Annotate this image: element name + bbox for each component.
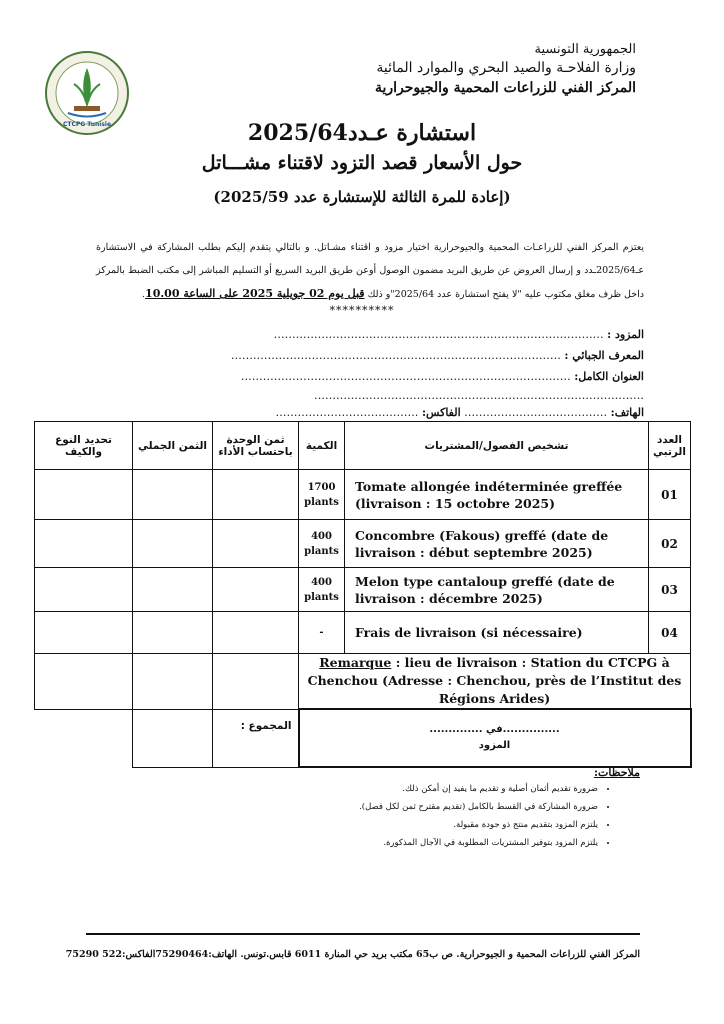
row-description: Tomate allongée indéterminée greffée (livraison : 15 octobre 2025) bbox=[345, 470, 649, 520]
svg-text:CTCPG Tunisie: CTCPG Tunisie bbox=[62, 121, 112, 128]
remark-text: : lieu de livraison : Station du CTCPG à Chenchou (Adresse : Chenchou, près de l’Institut des Régions Arides) bbox=[307, 655, 682, 706]
row-type-spec-cell[interactable] bbox=[35, 520, 133, 568]
ministry-line-1: الجمهورية التونسية bbox=[534, 42, 636, 57]
tax-id-label: المعرف الجبائي : bbox=[564, 349, 644, 362]
signature-label: المزود bbox=[478, 740, 511, 751]
remark-label: Remarque bbox=[319, 655, 392, 670]
table-row bbox=[35, 612, 691, 654]
address-field bbox=[180, 370, 644, 383]
row-quantity: 1700 plants bbox=[299, 470, 345, 520]
total-row bbox=[35, 709, 691, 767]
address-label: العنوان الكامل: bbox=[574, 370, 644, 383]
intro-paragraph: يعتزم المركز الفني للزراعـات المحمية والجيوحرارية اختيار مزود و اقتناء مشـاتل. و بالتالي يتقدم إليكم بطلب المشاركة في الاستشارة عـ2025/64ـدد و إرسال العروض عن طريق البريد مضمون الوصول أوعن طريق البريد السريع أو التسليم المباشر إلى مكتب الضبط بالمركز داخل ظرف مغلق مكتوب عليه "لا يفتح استشارة عدد 2025/64"و ذلك قبل يوم 02 جويلية 2025 على الساعة 10.00. bbox=[96, 242, 644, 300]
address-dots-2: ……………………………………………………………………………… bbox=[314, 389, 644, 402]
supplier-label: المزود : bbox=[607, 328, 644, 341]
header-order: العدد الرتبي bbox=[649, 422, 691, 470]
footer-divider bbox=[86, 933, 640, 935]
address-dots: ……………………………………………………………………………… bbox=[240, 370, 571, 383]
row-quantity: - bbox=[299, 612, 345, 654]
deadline-text: قبل يوم 02 جويلية 2025 على الساعة 10.00 bbox=[145, 287, 365, 300]
empty-cell bbox=[35, 654, 133, 710]
total-label: المجموع : bbox=[213, 709, 299, 767]
row-unit-price-cell[interactable] bbox=[213, 520, 299, 568]
row-number: 03 bbox=[649, 568, 691, 612]
consultation-subtitle: حول الأسعار قصد التزود لاقتناء مشـــاتل bbox=[201, 152, 523, 174]
remark-row bbox=[35, 654, 691, 710]
tax-id-field bbox=[180, 349, 644, 362]
phone-fax-field bbox=[180, 406, 644, 419]
tax-id-dots: ……………………………………………………………………………… bbox=[230, 349, 561, 362]
fax-label: الفاكس: bbox=[422, 406, 461, 419]
table-row bbox=[35, 568, 691, 612]
row-type-spec-cell[interactable] bbox=[35, 568, 133, 612]
row-type-spec-cell[interactable] bbox=[35, 612, 133, 654]
signature-cell bbox=[299, 709, 691, 767]
address-field-line2 bbox=[180, 389, 644, 402]
row-number: 02 bbox=[649, 520, 691, 568]
table-header-row bbox=[35, 422, 691, 470]
header-total-price: الثمن الجملي bbox=[133, 422, 213, 470]
header-unit-price: ثمن الوحدة باحتساب الأداء bbox=[213, 422, 299, 470]
observation-item: • يلتزم المزود بتقديم منتج ذو جودة مقبولة. bbox=[359, 820, 598, 830]
intro-text: يعتزم المركز الفني للزراعـات المحمية والجيوحرارية اختيار مزود و اقتناء مشـاتل. و بالتالي يتقدم إليكم بطلب المشاركة في الاستشارة عـ2025/64ـدد و إرسال العروض عن طريق البريد مضمون الوصول أوعن طريق البريد السريع أو التسليم المباشر إلى مكتب الضبط بالمركز داخل ظرف مغلق مكتوب عليه "لا يفتح استشارة عدد 2025/64"و ذلك bbox=[96, 242, 644, 300]
remark-cell bbox=[299, 654, 691, 710]
phone-label: الهاتف: bbox=[610, 406, 644, 419]
row-number: 01 bbox=[649, 470, 691, 520]
ministry-line-2: وزارة الفلاحـة والصيد البحري والموارد المائية bbox=[376, 60, 636, 76]
consultation-title: استشارة عـدد2025/64 bbox=[247, 120, 477, 146]
header-description: تشخيص الفصول/المشتريات bbox=[345, 422, 649, 470]
row-description: Melon type cantaloup greffé (date de livraison : décembre 2025) bbox=[345, 568, 649, 612]
empty-cell bbox=[133, 654, 213, 710]
empty-cell bbox=[213, 654, 299, 710]
footer-contact: المركز الفني للزراعات المحمية و الجيوحرارية. ص ب65 مكتب بريد حي المنارة 6011 قابس.تونس. الهاتف:75290464الفاكس:522 75290 bbox=[65, 949, 640, 960]
supplier-field bbox=[180, 328, 644, 341]
row-type-spec-cell[interactable] bbox=[35, 470, 133, 520]
table-row bbox=[35, 470, 691, 520]
separator-stars: ********** bbox=[329, 304, 395, 317]
observation-item: • ضرورة تقديم أثمان أصلية و تقديم ما يفيد إن أمكن ذلك. bbox=[359, 784, 598, 794]
observations-title: ملاحظات: bbox=[593, 766, 640, 779]
center-name: المركز الفني للزراعات المحمية والجيوحرارية bbox=[374, 80, 636, 96]
total-value-cell[interactable] bbox=[133, 709, 213, 767]
row-total-price-cell[interactable] bbox=[133, 520, 213, 568]
row-total-price-cell[interactable] bbox=[133, 470, 213, 520]
consultation-note: (إعادة للمرة الثالثة للإستشارة عدد 2025/59) bbox=[213, 188, 511, 206]
offer-table bbox=[34, 421, 692, 768]
supplier-dots: ……………………………………………………………………………… bbox=[273, 328, 604, 341]
row-quantity: 400 plants bbox=[299, 520, 345, 568]
table-row bbox=[35, 520, 691, 568]
row-number: 04 bbox=[649, 612, 691, 654]
signature-place: ...............في .............. bbox=[429, 724, 560, 735]
row-description: Concombre (Fakous) greffé (date de livraison : début septembre 2025) bbox=[345, 520, 649, 568]
observation-item: • ضرورة المشاركة في القسط بالكامل (تقديم مقترح ثمن لكل فصل). bbox=[359, 802, 598, 812]
fax-dots: ………………………………… bbox=[275, 406, 419, 419]
observation-item: • يلتزم المزود بتوفير المشتريات المطلوبة في الآجال المذكورة. bbox=[359, 838, 598, 848]
row-description: Frais de livraison (si nécessaire) bbox=[345, 612, 649, 654]
row-unit-price-cell[interactable] bbox=[213, 568, 299, 612]
row-unit-price-cell[interactable] bbox=[213, 470, 299, 520]
empty-cell bbox=[35, 709, 133, 767]
header-quantity: الكمية bbox=[299, 422, 345, 470]
row-total-price-cell[interactable] bbox=[133, 568, 213, 612]
observations-list bbox=[359, 784, 614, 856]
phone-dots: ………………………………… bbox=[464, 406, 608, 419]
row-total-price-cell[interactable] bbox=[133, 612, 213, 654]
row-unit-price-cell[interactable] bbox=[213, 612, 299, 654]
row-quantity: 400 plants bbox=[299, 568, 345, 612]
header-type-spec: تحديد النوع والكيف bbox=[35, 422, 133, 470]
